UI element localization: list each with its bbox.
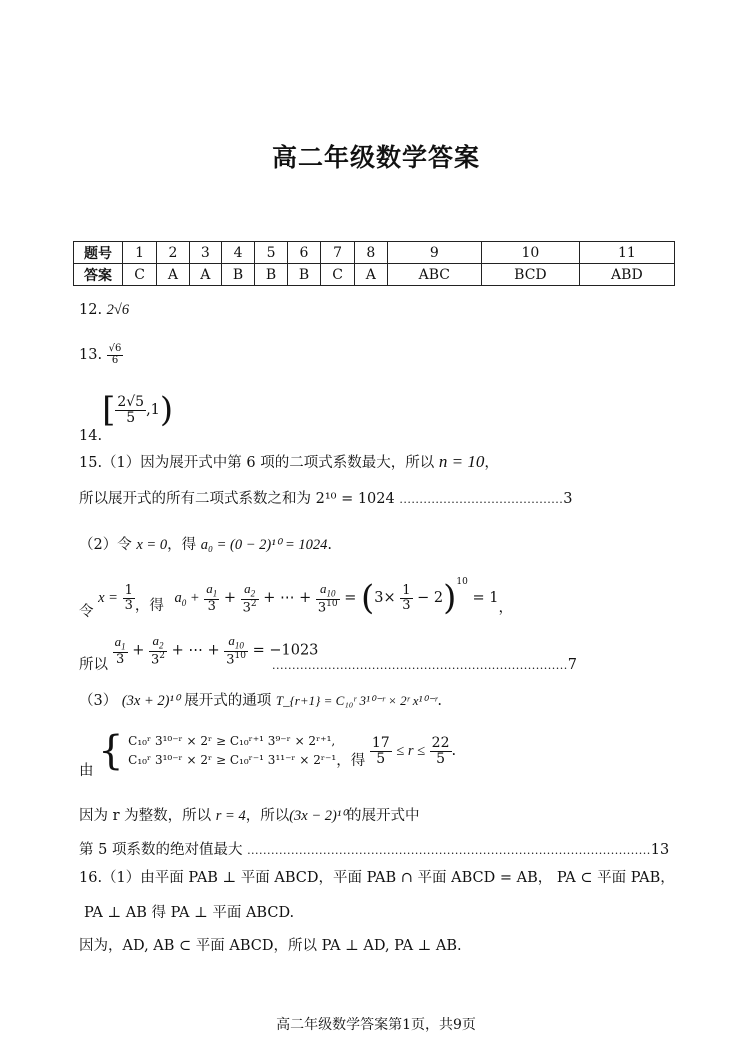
table-cell: A (157, 264, 189, 286)
fraction-denominator: 5 (126, 409, 136, 426)
fraction: $\frac{a_{10}}{3^{10}}$ (226, 633, 246, 668)
inequality: C₁₀ʳ 3¹⁰⁻ʳ × 2ʳ ≥ C₁₀ʳ⁻¹ 3¹¹⁻ʳ × 2ʳ⁻¹ (128, 753, 337, 767)
text: （2）令 (79, 537, 132, 553)
table-cell: 10 (482, 242, 580, 264)
math-expression: x = 0 (136, 537, 168, 553)
table-cell: 1 (123, 242, 157, 264)
table-cell: B (222, 264, 255, 286)
fraction: $\frac{a_1}{3}$ (206, 581, 218, 615)
table-cell: BCD (482, 264, 580, 286)
paren-right: ) (443, 578, 457, 618)
table-header-cell: 答案 (74, 264, 123, 286)
table-cell: 9 (387, 242, 481, 264)
table-cell: ABC (387, 264, 481, 286)
answer-12 (79, 302, 129, 319)
fraction: $\frac{17}{5}$ (371, 734, 390, 767)
fraction: $\frac{a_2}{3^2}$ (242, 580, 257, 615)
math-expression: 2¹⁰ = 1024 (315, 491, 395, 507)
text: （3） (79, 693, 118, 709)
q15-line-7: 由 { C₁₀ʳ 3¹⁰⁻ʳ × 2ʳ ≥ C₁₀ʳ⁺¹ 3⁹⁻ʳ × 2ʳ⁺¹, C₁₀ʳ 3¹⁰⁻ʳ × 2ʳ ≥ C₁₀ʳ⁻¹ 3¹¹⁻ʳ × 2ʳ⁻¹ ，得 $\frac{17}{5}$ ≤ r ≤ $\frac{22}{5}$ . (79, 728, 457, 779)
text: ，得 (134, 598, 164, 614)
math-expression: T_{r+1} = C₁₀ʳ 3¹⁰⁻ʳ × 2ʳ x¹⁰⁻ʳ (275, 693, 438, 708)
q15-line-3 (79, 533, 332, 554)
text: ， (498, 600, 513, 616)
table-cell: 7 (320, 242, 354, 264)
q15-line-1 (79, 451, 499, 472)
text: 因为 r 为整数，所以 (79, 808, 212, 824)
math-expression: a₀ = (0 − 2)¹⁰ = 1024 (200, 537, 328, 553)
score: 13 (650, 842, 670, 858)
fraction-denominator: 6 (111, 354, 119, 366)
table-cell: 3 (189, 242, 221, 264)
inequality-system (128, 732, 336, 770)
text: 令 (79, 604, 94, 620)
table-cell: 5 (255, 242, 288, 264)
math-expression: = −1023 (252, 642, 319, 659)
text: 所以展开式的所有二项式系数之和为 (79, 491, 311, 507)
table-cell: 2 (157, 242, 189, 264)
math-expression: x = (98, 590, 118, 606)
table-cell: A (355, 264, 387, 286)
q15-line-8 (79, 804, 420, 825)
math-expression: 2√6 (106, 302, 130, 318)
table-row-numbers (74, 242, 675, 264)
text: ，得 (167, 537, 197, 553)
answer-14 (79, 390, 174, 444)
q16-line-1: 16.（1）由平面 PAB ⊥ 平面 ABCD，平面 PAB ∩ 平面 ABCD = AB， PA ⊂ 平面 PAB， (79, 870, 675, 886)
paren-left: ( (361, 578, 375, 618)
score-leader: ..................................................................................................... (247, 844, 651, 857)
question-label: 14. (79, 428, 103, 444)
bracket-left: [ (102, 390, 116, 430)
table-header-cell: 题号 (74, 242, 123, 264)
text: . (327, 537, 333, 553)
score: 7 (567, 657, 577, 673)
table-cell: A (189, 264, 221, 286)
q15-line-6 (79, 689, 442, 710)
text: 第 5 项系数的绝对值最大 (79, 842, 243, 858)
text: 15.（1）因为展开式中第 6 项的二项式系数最大，所以 (79, 455, 435, 471)
q15-line-5: 所以 $\frac{a_1}{3}$ + $\frac{a_2}{3^2}$ + ⋯ + $\frac{a_{10}}{3^{10}}$ = −1023 (79, 633, 319, 673)
table-cell: 8 (355, 242, 387, 264)
text: 所以 (79, 656, 108, 673)
score-leader: .......................................................................... (272, 659, 568, 672)
interval-tail: ,1 (146, 402, 160, 418)
fraction: $\frac{a_2}{3^2}$ (150, 633, 165, 668)
table-row-answers (74, 264, 675, 286)
table-cell: 11 (579, 242, 674, 264)
inequality: C₁₀ʳ 3¹⁰⁻ʳ × 2ʳ ≥ C₁₀ʳ⁺¹ 3⁹⁻ʳ × 2ʳ⁺¹, (128, 733, 336, 748)
math-expression: n = 10 (438, 452, 485, 471)
question-label: 13. (79, 347, 103, 363)
text: 的展开式中 (347, 808, 420, 824)
text: . (437, 693, 442, 709)
math-expression: r = 4 (215, 808, 246, 824)
table-cell: ABD (579, 264, 674, 286)
fraction-numerator: 2√5 (117, 393, 145, 410)
fraction: $\frac{1}{3}$ (402, 582, 411, 613)
fraction: $\frac{22}{5}$ (431, 734, 450, 767)
fraction: $\frac{1}{3}$ (124, 582, 133, 613)
page-footer: 高二年级数学答案第1页，共9页 (276, 1017, 476, 1033)
q15-score-line (272, 657, 577, 673)
fraction (115, 395, 146, 425)
math-expression: = 1 (472, 590, 499, 606)
q16-line-3: 因为，AD, AB ⊂ 平面 ABCD，所以 PA ⊥ AD, PA ⊥ AB. (79, 938, 462, 954)
fraction: $\frac{a_{10}}{3^{10}}$ (317, 580, 338, 615)
math-expression: $a_0$ + (174, 590, 200, 608)
text: ，所以 (245, 808, 290, 824)
table-cell: 6 (288, 242, 321, 264)
text: ， (484, 455, 499, 471)
math-expression: (3x + 2)¹⁰ (121, 693, 180, 709)
table-cell: C (320, 264, 354, 286)
fraction-numerator: √6 (108, 343, 122, 354)
score-leader: ......................................... (399, 493, 564, 506)
question-label: 12. (79, 302, 103, 318)
brace-left: { (98, 728, 124, 774)
table-cell: C (123, 264, 157, 286)
math-expression: (3x − 2)¹⁰ (289, 808, 347, 824)
answer-13 (79, 344, 123, 366)
q15-line-2 (79, 487, 572, 508)
answer-table (73, 241, 675, 286)
q15-line-9 (79, 838, 669, 859)
table-cell: B (255, 264, 288, 286)
text: ，得 (336, 753, 366, 769)
q15-line-4: 令 x = $\frac{1}{3}$ ，得 $a_0$ + $\frac{a_1}{3}$ + $\frac{a_2}{3^2}$ + ⋯ + $\frac{a_{10}}{3^{10}}$ = (3× $\frac{1}{3}$ − 2)$^{10}$ = 1， (79, 577, 513, 620)
table-cell: B (288, 264, 321, 286)
table-cell: 4 (222, 242, 255, 264)
fraction (107, 344, 124, 366)
page-title: 高二年级数学答案 (271, 143, 480, 172)
paren-right: ) (159, 390, 174, 430)
text: 展开式的通项 (184, 693, 272, 709)
score: 3 (563, 491, 573, 507)
text: 由 (79, 763, 94, 779)
fraction: $\frac{a_1}{3}$ (114, 633, 126, 667)
q16-line-2: PA ⊥ AB 得 PA ⊥ 平面 ABCD. (84, 905, 295, 921)
math-expression: ≤ r ≤ (396, 743, 426, 759)
